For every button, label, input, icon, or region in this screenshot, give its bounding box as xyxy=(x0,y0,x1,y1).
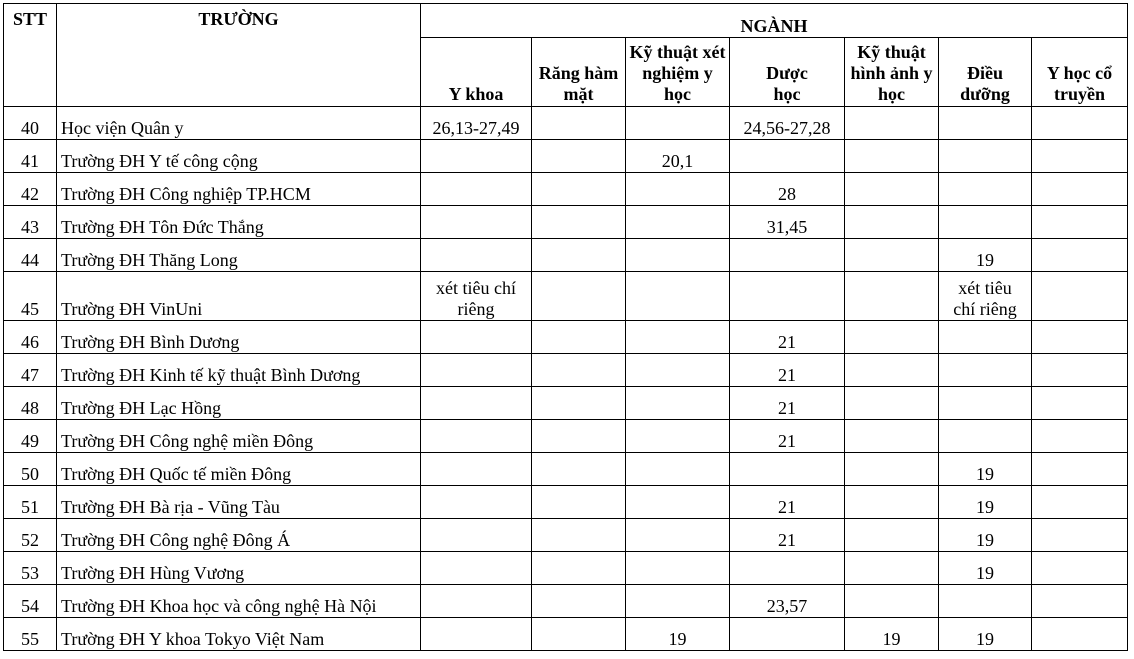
school-name: Trường ĐH Công nghiệp TP.HCM xyxy=(57,173,421,206)
school-name: Trường ĐH Y khoa Tokyo Việt Nam xyxy=(57,618,421,651)
score-cell: 19 xyxy=(939,552,1032,585)
major-header: Điều dưỡng xyxy=(939,38,1032,107)
score-cell xyxy=(1032,173,1128,206)
row-number: 43 xyxy=(4,206,57,239)
school-name: Trường ĐH Kinh tế kỹ thuật Bình Dương xyxy=(57,354,421,387)
score-cell xyxy=(845,486,939,519)
school-name: Trường ĐH Hùng Vương xyxy=(57,552,421,585)
major-group-header: NGÀNH xyxy=(421,4,1128,38)
score-cell xyxy=(845,107,939,140)
score-cell xyxy=(532,486,626,519)
admission-score-table xyxy=(3,3,1128,651)
score-cell xyxy=(626,453,730,486)
score-cell xyxy=(626,420,730,453)
score-cell xyxy=(532,618,626,651)
major-header: Y học cổ truyền xyxy=(1032,38,1128,107)
score-cell xyxy=(421,585,532,618)
score-cell xyxy=(1032,519,1128,552)
school-name: Học viện Quân y xyxy=(57,107,421,140)
table-row xyxy=(4,519,1128,552)
score-cell xyxy=(1032,585,1128,618)
major-header: Kỹ thuật hình ảnh y học xyxy=(845,38,939,107)
row-number: 51 xyxy=(4,486,57,519)
score-cell xyxy=(532,173,626,206)
major-header: Kỹ thuật xét nghiệm y học xyxy=(626,38,730,107)
row-number: 48 xyxy=(4,387,57,420)
major-header: Răng hàm mặt xyxy=(532,38,626,107)
score-cell xyxy=(939,585,1032,618)
score-cell xyxy=(1032,321,1128,354)
score-cell xyxy=(626,486,730,519)
row-number: 46 xyxy=(4,321,57,354)
table-row xyxy=(4,387,1128,420)
score-cell xyxy=(845,552,939,585)
row-number: 42 xyxy=(4,173,57,206)
score-cell: 28 xyxy=(730,173,845,206)
table-row xyxy=(4,486,1128,519)
table-row xyxy=(4,239,1128,272)
row-number: 40 xyxy=(4,107,57,140)
score-cell xyxy=(845,420,939,453)
row-number: 53 xyxy=(4,552,57,585)
score-cell xyxy=(1032,618,1128,651)
table-row xyxy=(4,272,1128,321)
table-row xyxy=(4,140,1128,173)
table-row xyxy=(4,107,1128,140)
score-cell: 23,57 xyxy=(730,585,845,618)
score-cell xyxy=(421,173,532,206)
score-cell xyxy=(845,321,939,354)
score-cell xyxy=(532,140,626,173)
score-cell xyxy=(845,239,939,272)
score-cell xyxy=(845,519,939,552)
score-cell xyxy=(1032,420,1128,453)
score-cell xyxy=(845,387,939,420)
score-cell: xét tiêu chí riêng xyxy=(939,272,1032,321)
score-cell xyxy=(532,107,626,140)
score-cell xyxy=(532,453,626,486)
score-cell xyxy=(421,552,532,585)
score-cell: 19 xyxy=(845,618,939,651)
row-number: 47 xyxy=(4,354,57,387)
score-cell xyxy=(421,486,532,519)
score-cell: 19 xyxy=(939,453,1032,486)
score-cell xyxy=(939,107,1032,140)
score-cell xyxy=(532,206,626,239)
score-cell xyxy=(845,453,939,486)
score-cell xyxy=(845,585,939,618)
school-name: Trường ĐH Khoa học và công nghệ Hà Nội xyxy=(57,585,421,618)
score-cell xyxy=(421,420,532,453)
score-cell xyxy=(939,173,1032,206)
score-cell xyxy=(1032,387,1128,420)
score-cell: 19 xyxy=(939,486,1032,519)
score-cell xyxy=(1032,552,1128,585)
row-number: 49 xyxy=(4,420,57,453)
score-cell: 21 xyxy=(730,420,845,453)
school-name: Trường ĐH Bà rịa - Vũng Tàu xyxy=(57,486,421,519)
score-cell xyxy=(626,321,730,354)
school-name: Trường ĐH Thăng Long xyxy=(57,239,421,272)
school-name: Trường ĐH Tôn Đức Thắng xyxy=(57,206,421,239)
score-cell xyxy=(845,140,939,173)
score-cell: 21 xyxy=(730,354,845,387)
table-row xyxy=(4,552,1128,585)
score-cell xyxy=(532,272,626,321)
score-cell xyxy=(532,321,626,354)
score-cell xyxy=(939,354,1032,387)
score-cell xyxy=(626,387,730,420)
score-cell: xét tiêu chí riêng xyxy=(421,272,532,321)
score-cell xyxy=(626,585,730,618)
score-cell xyxy=(421,206,532,239)
score-cell xyxy=(845,272,939,321)
score-cell xyxy=(730,453,845,486)
table-row xyxy=(4,206,1128,239)
score-cell xyxy=(626,107,730,140)
score-cell xyxy=(421,453,532,486)
score-cell xyxy=(626,206,730,239)
row-number: 54 xyxy=(4,585,57,618)
score-cell xyxy=(421,387,532,420)
score-cell xyxy=(626,239,730,272)
school-name: Trường ĐH Y tế công cộng xyxy=(57,140,421,173)
score-cell xyxy=(939,420,1032,453)
table-row xyxy=(4,321,1128,354)
school-name: Trường ĐH Công nghệ Đông Á xyxy=(57,519,421,552)
school-name: Trường ĐH Công nghệ miền Đông xyxy=(57,420,421,453)
score-cell: 21 xyxy=(730,486,845,519)
table-row xyxy=(4,420,1128,453)
score-cell xyxy=(730,552,845,585)
score-cell xyxy=(730,239,845,272)
table-body xyxy=(4,107,1128,651)
stt-header: STT xyxy=(4,4,57,107)
score-cell xyxy=(626,272,730,321)
score-cell xyxy=(1032,486,1128,519)
score-cell xyxy=(939,321,1032,354)
score-cell xyxy=(532,239,626,272)
score-cell xyxy=(532,552,626,585)
table-row xyxy=(4,173,1128,206)
score-cell xyxy=(421,618,532,651)
school-header: TRƯỜNG xyxy=(57,4,421,107)
major-header: Dược học xyxy=(730,38,845,107)
row-number: 45 xyxy=(4,272,57,321)
major-header: Y khoa xyxy=(421,38,532,107)
score-cell xyxy=(532,585,626,618)
score-cell: 26,13-27,49 xyxy=(421,107,532,140)
score-cell xyxy=(532,354,626,387)
score-cell xyxy=(626,552,730,585)
score-cell xyxy=(626,173,730,206)
score-cell: 21 xyxy=(730,321,845,354)
admission-score-table-container xyxy=(3,3,1128,651)
score-cell xyxy=(532,420,626,453)
score-cell: 24,56-27,28 xyxy=(730,107,845,140)
score-cell xyxy=(1032,453,1128,486)
score-cell xyxy=(939,206,1032,239)
score-cell xyxy=(730,140,845,173)
score-cell: 19 xyxy=(939,239,1032,272)
score-cell xyxy=(421,140,532,173)
score-cell: 21 xyxy=(730,387,845,420)
score-cell xyxy=(1032,140,1128,173)
score-cell: 19 xyxy=(939,618,1032,651)
score-cell xyxy=(1032,354,1128,387)
row-number: 55 xyxy=(4,618,57,651)
score-cell xyxy=(845,173,939,206)
table-row xyxy=(4,585,1128,618)
table-row xyxy=(4,354,1128,387)
row-number: 52 xyxy=(4,519,57,552)
score-cell xyxy=(532,387,626,420)
score-cell xyxy=(532,519,626,552)
score-cell xyxy=(1032,206,1128,239)
score-cell xyxy=(421,239,532,272)
header-row-top xyxy=(4,4,1128,38)
score-cell: 21 xyxy=(730,519,845,552)
row-number: 44 xyxy=(4,239,57,272)
score-cell xyxy=(1032,272,1128,321)
score-cell: 31,45 xyxy=(730,206,845,239)
score-cell xyxy=(845,354,939,387)
score-cell xyxy=(845,206,939,239)
school-name: Trường ĐH Bình Dương xyxy=(57,321,421,354)
score-cell xyxy=(939,140,1032,173)
score-cell xyxy=(626,354,730,387)
score-cell xyxy=(421,354,532,387)
score-cell xyxy=(626,519,730,552)
school-name: Trường ĐH Quốc tế miền Đông xyxy=(57,453,421,486)
score-cell xyxy=(1032,107,1128,140)
school-name: Trường ĐH VinUni xyxy=(57,272,421,321)
row-number: 50 xyxy=(4,453,57,486)
score-cell: 19 xyxy=(626,618,730,651)
score-cell xyxy=(730,618,845,651)
score-cell xyxy=(421,321,532,354)
score-cell xyxy=(939,387,1032,420)
table-row xyxy=(4,618,1128,651)
score-cell: 19 xyxy=(939,519,1032,552)
score-cell xyxy=(1032,239,1128,272)
score-cell xyxy=(730,272,845,321)
score-cell xyxy=(421,519,532,552)
row-number: 41 xyxy=(4,140,57,173)
school-name: Trường ĐH Lạc Hồng xyxy=(57,387,421,420)
score-cell: 20,1 xyxy=(626,140,730,173)
table-row xyxy=(4,453,1128,486)
